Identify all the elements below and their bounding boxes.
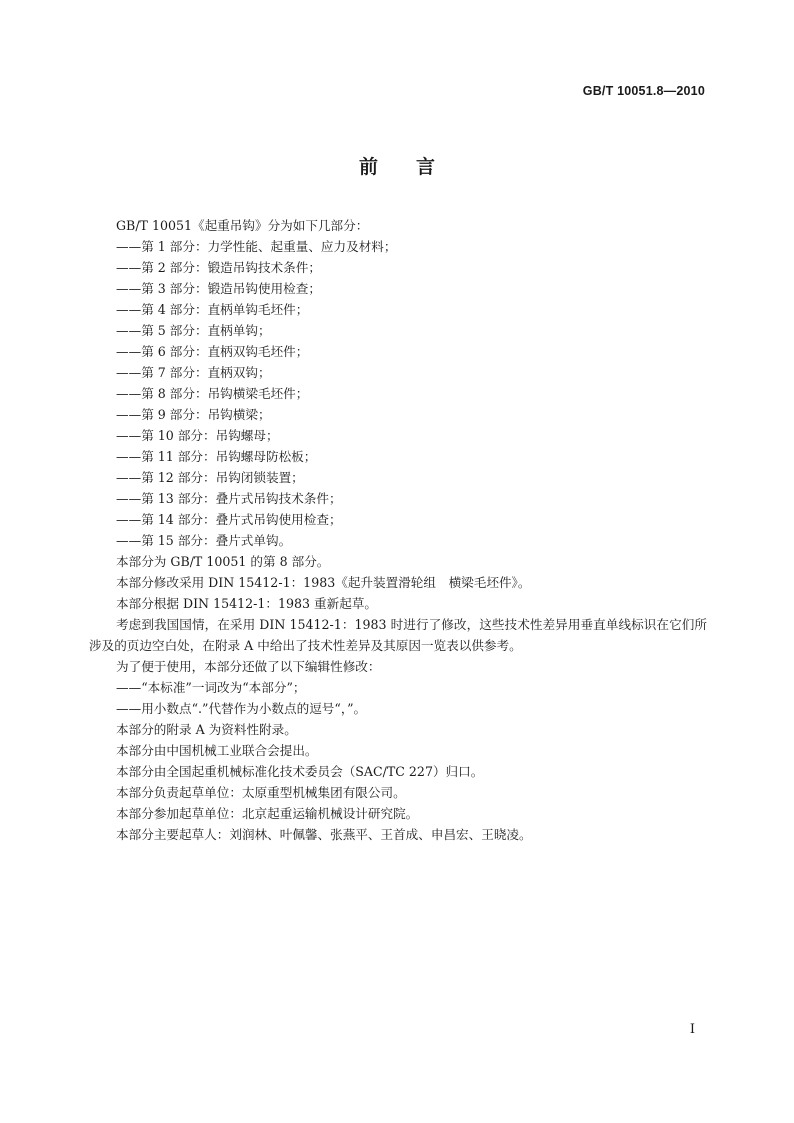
paragraph: 本部分参加起草单位：北京起重运输机械设计研究院。 <box>116 806 419 821</box>
paragraph: GB/T 10051《起重吊钩》分为如下几部分： <box>116 218 369 233</box>
list-item: ——第 9 部分：吊钩横梁； <box>116 407 271 422</box>
list-item: ——第 6 部分：直柄双钩毛坯件； <box>116 344 309 359</box>
paragraph: 本部分由全国起重机械标准化技术委员会（SAC/TC 227）归口。 <box>116 764 484 779</box>
paragraph: 本部分主要起草人：刘润林、叶佩馨、张燕平、王首成、申昌宏、王晓凌。 <box>116 827 532 842</box>
list-item: ——第 14 部分：叠片式吊钩使用检查； <box>116 512 342 527</box>
title-char-2: 言 <box>416 156 436 178</box>
list-item: ——“本标准”一词改为“本部分”； <box>116 680 306 695</box>
list-item: ——第 3 部分：锻造吊钩使用检查； <box>116 281 321 296</box>
list-item: ——第 10 部分：吊钩螺母； <box>116 428 279 443</box>
list-item: ——用小数点“.”代替作为小数点的逗号“，”。 <box>116 701 367 716</box>
page-number: I <box>689 1022 695 1037</box>
list-item: ——第 5 部分：直柄单钩； <box>116 323 271 338</box>
list-item: ——第 4 部分：直柄单钩毛坯件； <box>116 302 309 317</box>
standard-code: GB/T 10051.8—2010 <box>582 84 705 98</box>
list-item: ——第 2 部分：锻造吊钩技术条件； <box>116 260 321 275</box>
paragraph: 本部分的附录 A 为资料性附录。 <box>116 722 297 737</box>
paragraph: 考虑到我国国情，在采用 DIN 15412-1：1983 时进行了修改，这些技术性差异用垂直单线标识在它们所涉及的页边空白处，在附录 A 中给出了技术性差异及其原因一览表以供参考。 <box>89 617 707 653</box>
paragraph: 本部分负责起草单位：太原重型机械集团有限公司。 <box>116 785 406 800</box>
paragraph: 本部分由中国机械工业联合会提出。 <box>116 743 318 758</box>
list-item: ——第 11 部分：吊钩螺母防松板； <box>116 449 317 464</box>
list-item: ——第 7 部分：直柄双钩； <box>116 365 271 380</box>
list-item: ——第 15 部分：叠片式单钩。 <box>116 533 292 548</box>
title-char-1: 前 <box>358 156 378 178</box>
list-item: ——第 1 部分：力学性能、起重量、应力及材料； <box>116 239 397 254</box>
paragraph: 本部分为 GB/T 10051 的第 8 部分。 <box>116 554 330 569</box>
foreword-body <box>89 215 707 845</box>
list-item: ——第 8 部分：吊钩横梁毛坯件； <box>116 386 309 401</box>
paragraph: 本部分修改采用 DIN 15412-1：1983《起升装置滑轮组 横梁毛坯件》。 <box>116 575 531 590</box>
list-item: ——第 13 部分：叠片式吊钩技术条件； <box>116 491 342 506</box>
page-title <box>0 152 794 179</box>
paragraph: 本部分根据 DIN 15412-1：1983 重新起草。 <box>116 596 378 611</box>
list-item: ——第 12 部分：吊钩闭锁装置； <box>116 470 304 485</box>
paragraph: 为了便于使用，本部分还做了以下编辑性修改： <box>116 659 381 674</box>
